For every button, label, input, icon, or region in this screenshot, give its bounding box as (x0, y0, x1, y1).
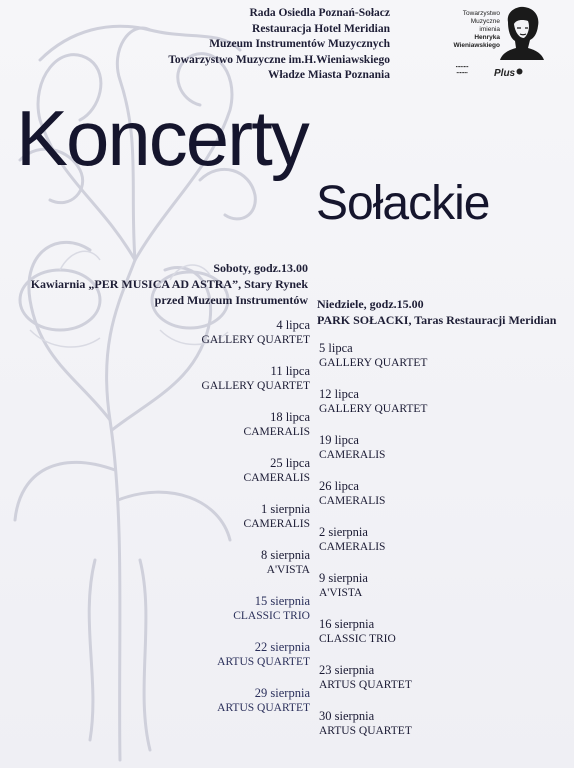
society-line: imienia (479, 26, 500, 33)
concert-entry (319, 709, 559, 755)
concert-date: 25 lipca (270, 456, 310, 470)
concert-date: 26 lipca (319, 479, 359, 493)
sunday-venue: PARK SOŁACKI, Taras Restauracji Meridian (317, 313, 557, 327)
concert-performer: CLASSIC TRIO (319, 633, 396, 645)
saturday-header (0, 260, 308, 308)
sunday-time: Niedziele, godz.15.00 (317, 297, 424, 311)
concert-performer: GALLERY QUARTET (201, 380, 310, 392)
society-name (432, 10, 500, 50)
concert-performer: CAMERALIS (319, 541, 386, 553)
concert-performer: GALLERY QUARTET (319, 357, 428, 369)
concert-performer: ARTUS QUARTET (217, 656, 310, 668)
concert-entry (0, 502, 310, 548)
saturday-time: Soboty, godz.13.00 (213, 261, 308, 275)
society-small-print: ▪▪▪▪▪▪▪▪ ▪▪▪▪▪▪▪ (455, 64, 469, 75)
concert-entry (319, 341, 559, 387)
organizer-line: Władze Miasta Poznania (267, 69, 390, 81)
concert-date: 8 sierpnia (261, 548, 310, 562)
concert-entry (319, 617, 559, 663)
concert-entry (319, 663, 559, 709)
concert-entry (319, 387, 559, 433)
concert-entry (0, 640, 310, 686)
concert-date: 15 sierpnia (254, 594, 310, 608)
concert-performer: GALLERY QUARTET (319, 403, 428, 415)
saturday-venue-line2: przed Muzeum Instrumentów (154, 293, 308, 307)
concert-performer: ARTUS QUARTET (319, 725, 412, 737)
concert-performer: ARTUS QUARTET (319, 679, 412, 691)
concert-entry (319, 525, 559, 571)
concert-performer: CLASSIC TRIO (233, 610, 310, 622)
concert-date: 29 sierpnia (254, 686, 310, 700)
concert-performer: CAMERALIS (243, 518, 310, 530)
concert-date: 22 sierpnia (254, 640, 310, 654)
organizer-line: Rada Osiedla Poznań-Sołacz (249, 7, 390, 19)
sunday-header (317, 296, 556, 328)
wieniawski-society-logo (418, 4, 558, 96)
concert-entry (0, 364, 310, 410)
poster-title-sub: Sołackie (316, 177, 490, 230)
concert-entry (319, 479, 559, 525)
society-line: Muzyczne (470, 18, 500, 25)
society-line: Towarzystwo (462, 10, 500, 17)
concert-date: 12 lipca (319, 387, 359, 401)
saturday-venue: Kawiarnia „PER MUSICA AD ASTRA”, Stary Rynek (30, 277, 308, 291)
concert-date: 18 lipca (270, 410, 310, 424)
concert-date: 11 lipca (270, 364, 310, 378)
concert-entry (319, 571, 559, 617)
concert-performer: A'VISTA (319, 587, 363, 599)
concert-date: 19 lipca (319, 433, 359, 447)
sunday-concerts (319, 341, 559, 755)
organizer-line: Restauracja Hotel Meridian (252, 22, 390, 35)
concert-entry (0, 548, 310, 594)
saturday-concerts (0, 318, 310, 732)
concert-date: 30 sierpnia (319, 709, 375, 723)
concert-entry (0, 686, 310, 732)
plus-sponsor-logo: Plus (494, 68, 516, 79)
concert-performer: CAMERALIS (243, 472, 310, 484)
concert-entry (0, 594, 310, 640)
concert-date: 9 sierpnia (319, 571, 368, 585)
wieniawski-portrait-icon (500, 4, 544, 60)
concert-date: 16 sierpnia (319, 617, 375, 631)
concert-entry (319, 433, 559, 479)
concert-performer: GALLERY QUARTET (201, 334, 310, 346)
society-line-bold: Wieniawskiego (453, 42, 500, 49)
concert-performer: A'VISTA (266, 564, 310, 576)
concert-date: 2 sierpnia (319, 525, 368, 539)
concert-entry (0, 456, 310, 502)
concert-date: 23 sierpnia (319, 663, 375, 677)
society-line-bold: Henryka (474, 34, 500, 41)
concert-date: 4 lipca (276, 318, 310, 332)
concert-entry (0, 318, 310, 364)
concert-date: 1 sierpnia (261, 502, 310, 516)
concert-performer: CAMERALIS (243, 426, 310, 438)
organizers-list (120, 6, 390, 84)
concert-entry (0, 410, 310, 456)
poster-title-main: Koncerty (16, 94, 308, 182)
concert-performer: ARTUS QUARTET (217, 702, 310, 714)
concert-performer: CAMERALIS (319, 449, 386, 461)
plus-logo-mark-icon (516, 68, 523, 75)
organizer-line: Muzeum Instrumentów Muzycznych (209, 38, 390, 50)
concert-date: 5 lipca (319, 341, 353, 355)
concert-performer: CAMERALIS (319, 495, 386, 507)
organizer-line: Towarzystwo Muzyczne im.H.Wieniawskiego (168, 53, 390, 66)
